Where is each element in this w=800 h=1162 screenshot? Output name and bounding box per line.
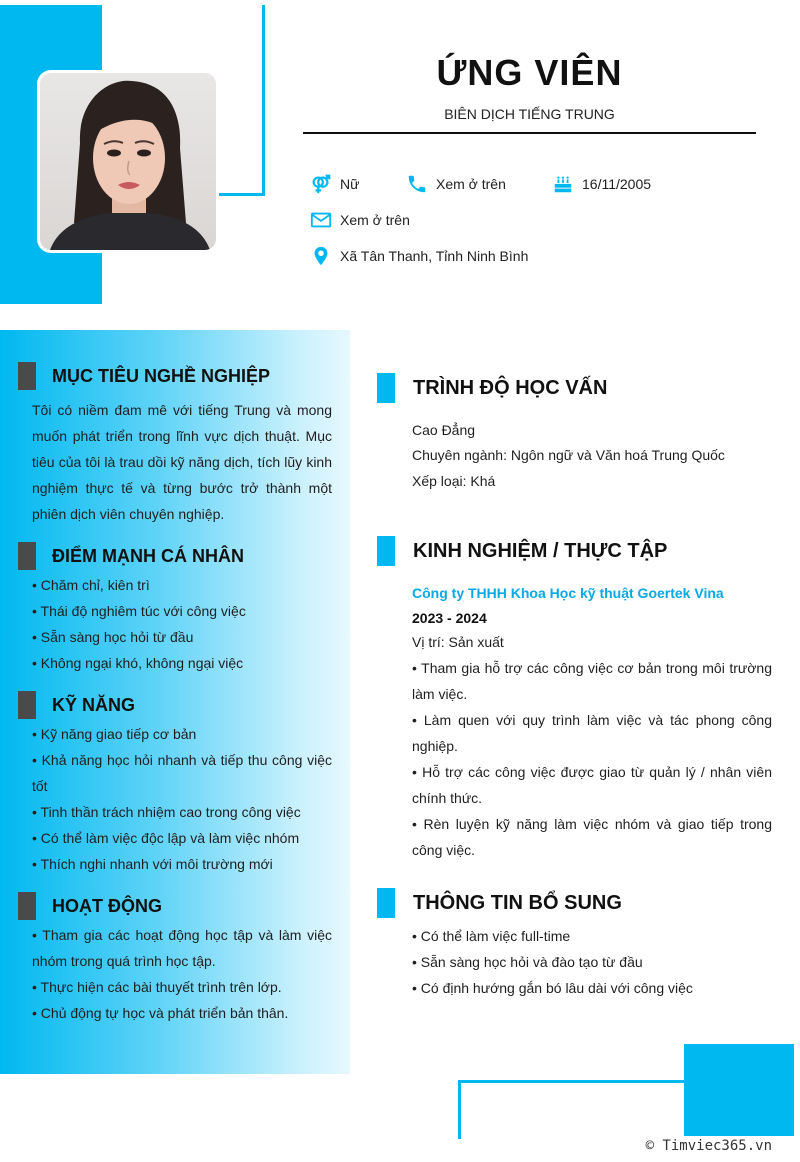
info-phone xyxy=(406,173,506,195)
list-item: • Sẵn sàng học hỏi và đào tạo từ đầu xyxy=(412,954,643,970)
gender-icon xyxy=(310,173,332,195)
list-item: • Có thể làm việc full-time xyxy=(412,928,571,944)
info-gender xyxy=(310,173,359,195)
objective-text: Tôi có niềm đam mê với tiếng Trung và mong muốn phát triển trong lĩnh vực dịch thuật. Mục tiêu của tôi là trau dồi kỹ năng dịch, tích lũy kinh nghiệm thực tế và từng bước trở thành một phiên dịch viên chuyên nghiệp. xyxy=(32,402,332,522)
strengths-list xyxy=(32,572,332,676)
objective-heading xyxy=(18,362,270,390)
education-major: Chuyên ngành: Ngôn ngữ và Văn hoá Trung Quốc xyxy=(412,447,725,463)
education-level: Cao Đẳng xyxy=(412,422,476,438)
objective-bar xyxy=(18,362,36,390)
experience-title: KINH NGHIỆM / THỰC TẬP xyxy=(413,539,668,562)
list-item: • Chủ động tự học và phát triển bản thân. xyxy=(32,1005,289,1021)
phone-value: Xem ở trên xyxy=(436,176,506,192)
experience-position: Vị trí: Sản xuất xyxy=(412,634,504,650)
footer-credit: © Timviec365.vn xyxy=(645,1138,772,1154)
activities-heading xyxy=(18,892,162,920)
additional-heading xyxy=(377,888,622,918)
candidate-role: BIÊN DỊCH TIẾNG TRUNG xyxy=(444,106,615,122)
education-bar xyxy=(377,373,395,403)
header-divider xyxy=(303,132,756,134)
list-item: • Sẵn sàng học hỏi từ đầu xyxy=(32,629,194,645)
list-item: • Thích nghi nhanh với môi trường mới xyxy=(32,856,273,872)
list-item: • Hỗ trợ các công việc được giao từ quản lý / nhân viên chính thức. xyxy=(412,764,772,806)
gender-value: Nữ xyxy=(340,176,360,192)
skills-heading xyxy=(18,691,135,719)
phone-icon xyxy=(406,173,428,195)
list-item: • Thái độ nghiêm túc với công việc xyxy=(32,603,246,619)
additional-title: THÔNG TIN BỔ SUNG xyxy=(413,891,622,914)
list-item: • Tham gia các hoạt động học tập và làm việc nhóm trong quá trình học tập. xyxy=(32,927,332,969)
activities-list xyxy=(32,922,332,1026)
list-item: • Khả năng học hỏi nhanh và tiếp thu công việc tốt xyxy=(32,752,332,794)
skills-title: KỸ NĂNG xyxy=(52,694,136,715)
list-item: • Tinh thần trách nhiệm cao trong công việc xyxy=(32,804,301,820)
experience-list xyxy=(412,655,772,863)
experience-period: 2023 - 2024 xyxy=(412,610,487,626)
list-item: • Rèn luyện kỹ năng làm việc nhóm và giao tiếp trong công việc. xyxy=(412,816,772,858)
list-item: • Chăm chỉ, kiên trì xyxy=(32,577,150,593)
experience-company: Công ty THHH Khoa Học kỹ thuật Goertek Vina xyxy=(412,585,724,601)
list-item: • Có định hướng gắn bó lâu dài với công việc xyxy=(412,980,693,996)
info-birthday xyxy=(552,173,651,195)
list-item: • Kỹ năng giao tiếp cơ bản xyxy=(32,726,197,742)
list-item: • Tham gia hỗ trợ các công việc cơ bản trong môi trường làm việc. xyxy=(412,660,772,702)
skills-bar xyxy=(18,691,36,719)
birthday-value: 16/11/2005 xyxy=(582,176,652,192)
skills-list xyxy=(32,721,332,877)
location-pin-icon xyxy=(310,245,332,267)
education-heading xyxy=(377,373,607,403)
email-icon xyxy=(310,209,332,231)
decor-bottom-block xyxy=(684,1044,794,1136)
strengths-title: ĐIỂM MẠNH CÁ NHÂN xyxy=(52,545,244,566)
decor-bottom-frame xyxy=(458,1080,687,1139)
list-item: • Thực hiện các bài thuyết trình trên lớp. xyxy=(32,979,282,995)
info-address xyxy=(310,245,528,267)
list-item: • Làm quen với quy trình làm việc và tác phong công nghiệp. xyxy=(412,712,772,754)
candidate-name: ỨNG VIÊN xyxy=(436,52,623,93)
activities-title: HOẠT ĐỘNG xyxy=(52,895,162,916)
education-title: TRÌNH ĐỘ HỌC VẤN xyxy=(413,376,608,399)
activities-bar xyxy=(18,892,36,920)
strengths-bar xyxy=(18,542,36,570)
list-item: • Không ngại khó, không ngại việc xyxy=(32,655,244,671)
experience-heading xyxy=(377,536,667,566)
info-email xyxy=(310,209,410,231)
avatar xyxy=(37,70,219,253)
additional-bar xyxy=(377,888,395,918)
additional-list xyxy=(412,923,772,1001)
education-grade: Xếp loại: Khá xyxy=(412,473,496,489)
birthday-cake-icon xyxy=(552,173,574,195)
list-item: • Có thể làm việc độc lập và làm việc nhóm xyxy=(32,830,300,846)
strengths-heading xyxy=(18,542,244,570)
experience-bar xyxy=(377,536,395,566)
objective-title: MỤC TIÊU NGHỀ NGHIỆP xyxy=(52,365,271,386)
email-value: Xem ở trên xyxy=(340,212,410,228)
address-value: Xã Tân Thanh, Tỉnh Ninh Bình xyxy=(340,248,529,264)
